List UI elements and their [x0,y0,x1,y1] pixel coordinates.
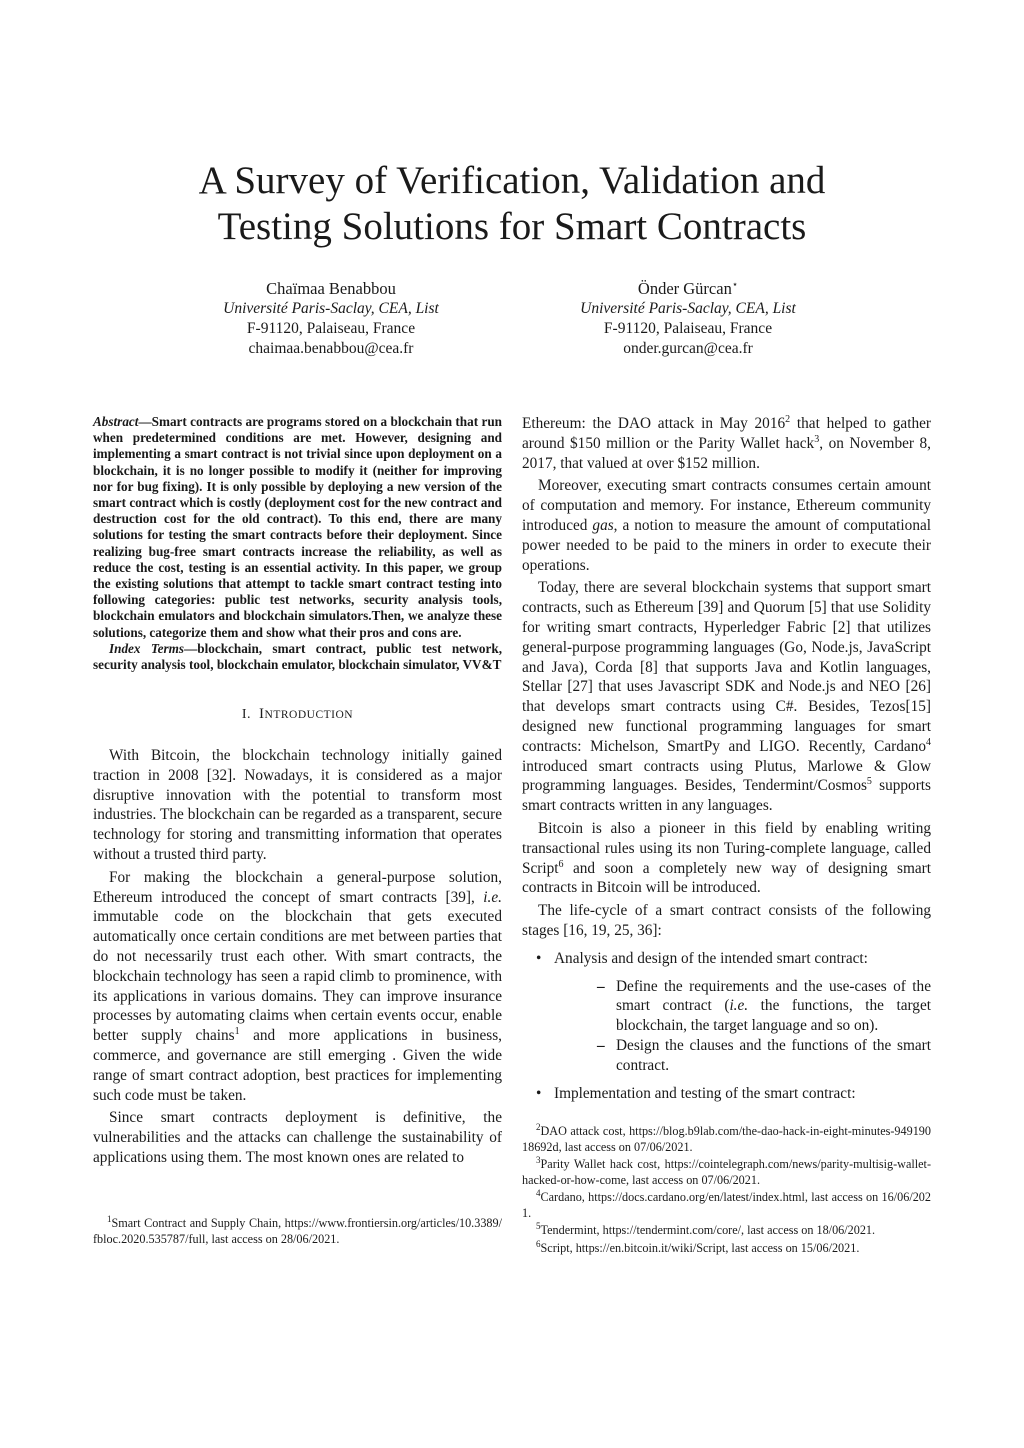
author-affiliation: Université Paris-Saclay, CEA, List [580,300,796,317]
lifecycle-list [522,949,931,1104]
section-title: INTRODUCTION [259,706,354,723]
footnote-ref[interactable]: 2 [785,413,791,425]
section-number: I. [241,707,252,723]
paragraph: Since smart contracts deployment is definitive, the vulnerabilities and the attacks can challenge the sustainability of applications using them. The most known ones are related to [93,1109,502,1166]
paragraph: With Bitcoin, the blockchain technology initially gained traction in 2008 [32]. Nowadays, it is considered as a major disruptive innovation with the potential to transform most industries. The blockchain can be regarded as a transparent, secure technology for storing and transmitting information that operates without a trusted third party. [93,747,502,864]
index-terms: Index Terms—blockchain, smart contract, public test network, security analysis tool, blockchain emulator, blockchain simulator, VV&T [93,640,502,673]
footnotes-left [93,1213,502,1249]
paragraph: For making the blockchain a general-purpose solution, Ethereum introduced the concept of smart contracts [39], i.e. immutable code on the blockchain that gets executed automatically once certain conditions are met between parties that do not necessarily trust each other. With smart contracts, the blockchain technology has seen a rapid climb to prominence, with its applications in various domains. They can improve insurance processes by automating claims when certain events occur, enable better supply chains$^1$ and more applications in business, commerce, and governance are still emerging . Given the wide range of smart contract adoption, best practices for implementing such code must be taken. [93,868,502,1104]
abstract-label: Abstract [93,414,139,429]
list-item: • Analysis and design of the intended smart contract: – Define the requirements and the use-cases of the smart contract (i.e. the functions, the target blockchain, the target language and so on). – Design the clauses and the functions of the smart contract. [522,949,931,1076]
author-name: Chaïmaa Benabbou [266,279,396,298]
footnote-ref[interactable]: 6 [558,858,564,870]
list-item: • Implementation and testing of the smart contract: [522,1084,931,1104]
footnote-ref[interactable]: 5 [866,776,872,788]
footnote-ref[interactable]: 4 [926,736,931,748]
paragraph: Ethereum: the DAO attack in May 2016$^2$ that helped to gather around $150 million or the Parity Wallet hack$^3$, on November 8, 2017, that valued at over $152 million. [522,413,931,472]
author-name: Önder Gürcan⋆ [637,279,739,298]
author-block-1 [166,279,496,359]
footnote: $^3$Parity Wallet hack cost, https://cointelegraph.com/news/parity-multisig-wallet-hacked-or-how-come, last access on 07/06/2021. [522,1154,931,1187]
paragraph: The life-cycle of a smart contract consists of the following stages [16, 19, 25, 36]: [522,902,931,939]
corresponding-author-marker: ⋆ [731,279,739,291]
sub-list-item: – Design the clauses and the functions of the smart contract. [554,1036,931,1076]
sub-list [554,977,931,1076]
index-terms-label: Index Terms [109,640,185,656]
section-heading-introduction [93,705,502,726]
abstract-text: Smart contracts are programs stored on a blockchain that run when predetermined conditions are met. However, designing and implementing a smart contract is not trivial since upon deployment on a blockchain, it is no longer possible to modify it (neither for improving nor for bug fixing). It is only possible by deploying a new version of the smart contract which is costly (deployment cost for the new contract and destruction cost for the old contract). To this end, there are many solutions for testing the smart contracts before their deployment. Since realizing bug-free smart contracts increase the reliability, as well as reduce the cost, testing is an essential activity. In this paper, we group the existing solutions that attempt to tackle smart contract testing into following categories: public test networks, security analysis tools, blockchain emulators and blockchain simulators.Then, we analyze these solutions, categorize them and show what their pros and cons are. [93,414,502,640]
footnote: $^4$Cardano, https://docs.cardano.org/en/latest/index.html, last access on 16/06/2021. [522,1187,931,1220]
footnote: $^2$DAO attack cost, https://blog.b9lab.com/the-dao-hack-in-eight-minutes-94919018692d, last access on 07/06/2021. [522,1121,931,1154]
right-column [522,414,931,1111]
footnotes-right [522,1121,931,1258]
footnote: $^6$Script, https://en.bitcoin.it/wiki/Script, last access on 15/06/2021. [536,1238,860,1255]
abstract: Abstract—Smart contracts are programs stored on a blockchain that run when predetermined conditions are met. However, designing and implementing a smart contract is not trivial since upon deployment on a blockchain, it is no longer possible to modify it (neither for improving nor for bug fixing). It is only possible by deploying a new version of the smart contract which is costly (deployment cost for the new contract and destruction cost for the old contract). To this end, there are many solutions for testing the smart contracts before their deployment. Since realizing bug-free smart contracts increase the reliability, as well as reduce the cost, testing is an essential activity. In this paper, we group the existing solutions that attempt to tackle smart contract testing into following categories: public test networks, security analysis tools, blockchain emulators and blockchain simulators.Then, we analyze these solutions, categorize them and show what their pros and cons are. [93,414,502,640]
paragraph: Today, there are several blockchain systems that support smart contracts, such as Ethereum [39] and Quorum [5] that use Solidity for writing smart contracts, Hyperledger Fabric [2] that utilizes general-purpose programming languages (Go, Node.js, JavaScript and Java), Corda [8] that supports Java and Kotlin languages, Stellar [27] that uses Javascript SDK and Node.js and NEO [26] that develops smart contracts using C#. Besides, Tezos[15] designed new functional programming languages for smart contracts: Michelson, SmartPy and LIGO. Recently, Cardano$^4$ introduced smart contracts using Plutus, Marlowe & Glow programming languages. Besides, Tendermint/Cosmos$^5$ supports smart contracts written in any languages. [522,579,931,815]
index-terms-text: blockchain, smart contract, public test network, security analysis tool, blockchain emulator, blockchain simulator, VV&T [93,640,502,673]
title-line-1: A Survey of Verification, Validation and [198,159,826,202]
footnote-ref[interactable]: 3 [814,433,820,445]
footnote: $^1$Smart Contract and Supply Chain, https://www.frontiersin.org/articles/10.3389/fbloc.2020.535787/full, last access on 28/06/2021. [93,1213,502,1246]
author-address: F-91120, Palaiseau, France [246,320,416,337]
footnote: $^5$Tendermint, https://tendermint.com/core/, last access on 18/06/2021. [536,1220,876,1237]
title-line-2: Testing Solutions for Smart Contracts [217,205,807,248]
paragraph: Bitcoin is also a pioneer in this field by enabling writing transactional rules using its non Turing-complete language, called Script$^6$ and soon a completely new way of designing smart contracts in Bitcoin will be introduced. [522,819,931,897]
footnote-ref[interactable]: 1 [234,1026,240,1038]
paragraph: Moreover, executing smart contracts consumes certain amount of computation and memory. For instance, Ethereum community introduced gas, a notion to measure the amount of computational power needed to be paid to the miners in order to execute their operations. [522,477,932,574]
author-address: F-91120, Palaiseau, France [603,320,773,337]
author-email: onder.gurcan@cea.fr [623,340,753,357]
author-affiliation: Université Paris-Saclay, CEA, List [223,300,439,317]
author-email: chaimaa.benabbou@cea.fr [248,340,414,357]
author-block-2 [523,279,853,359]
paper-title [0,158,1024,250]
sub-list-item: – Define the requirements and the use-cases of the smart contract (i.e. the functions, the target blockchain, the target language and so on). [554,977,931,1036]
left-column [93,414,502,1171]
